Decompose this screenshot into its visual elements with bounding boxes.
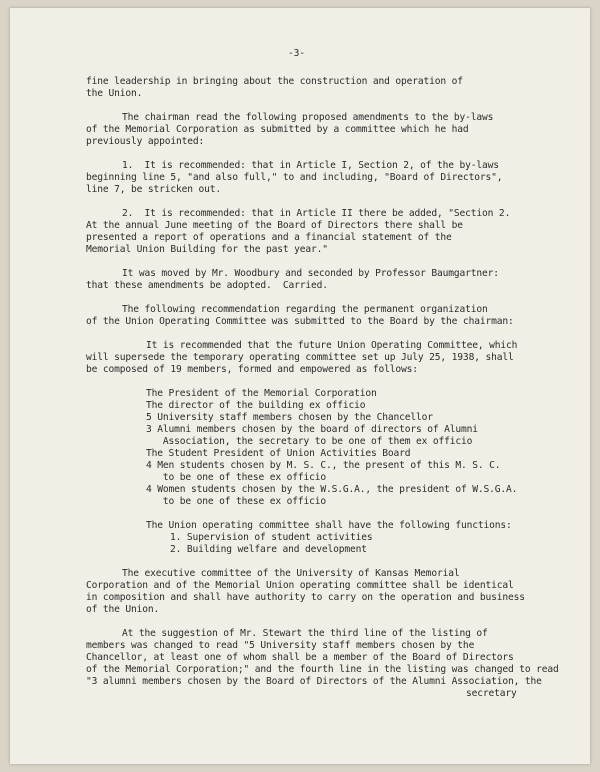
text-line: The executive committee of the University of Kansas Memorial bbox=[122, 568, 460, 579]
member-list-item: 4 Men students chosen by M. S. C., the present of this M. S. C. bbox=[146, 460, 501, 471]
text-line: At the suggestion of Mr. Stewart the third line of the listing of bbox=[122, 628, 488, 639]
member-list-item: to be one of these ex officio bbox=[146, 472, 327, 483]
member-list-item: 4 Women students chosen by the W.S.G.A., the president of W.S.G.A. bbox=[146, 484, 518, 495]
text-line: At the annual June meeting of the Board of Directors there shall be bbox=[86, 220, 463, 231]
member-list-item: 3 Alumni members chosen by the board of directors of Alumni bbox=[146, 424, 478, 435]
text-line: previously appointed: bbox=[86, 136, 205, 147]
member-list-item: The director of the building ex officio bbox=[146, 400, 366, 411]
text-line: of the Union. bbox=[86, 604, 160, 615]
text-line: of the Memorial Corporation as submitted by a committee which he had bbox=[86, 124, 469, 135]
function-item: 2. Building welfare and development bbox=[170, 544, 367, 555]
text-line: beginning line 5, "and also full," to and including, "Board of Directors", bbox=[86, 172, 503, 183]
text-line: The Union operating committee shall have the following functions: bbox=[146, 520, 512, 531]
text-line: Chancellor, at least one of whom shall be a member of the Board of Directors bbox=[86, 652, 514, 663]
member-list-item: Association, the secretary to be one of them ex officio bbox=[146, 436, 473, 447]
text-line: Memorial Union Building for the past year." bbox=[86, 244, 328, 255]
text-line: the Union. bbox=[86, 88, 143, 99]
text-line: of the Memorial Corporation;" and the fourth line in the listing was changed to read bbox=[86, 664, 559, 675]
member-list-item: 5 University staff members chosen by the Chancellor bbox=[146, 412, 433, 423]
text-line: fine leadership in bringing about the construction and operation of bbox=[86, 76, 463, 87]
text-line: line 7, be stricken out. bbox=[86, 184, 222, 195]
text-line: that these amendments be adopted. Carried. bbox=[86, 280, 328, 291]
text-line: Corporation and of the Memorial Union operating committee shall be identical bbox=[86, 580, 514, 591]
member-list-item: to be one of these ex officio bbox=[146, 496, 327, 507]
text-line: "3 alumni members chosen by the Board of Directors of the Alumni Association, the bbox=[86, 676, 542, 687]
text-line: members was changed to read "5 University staff members chosen by the bbox=[86, 640, 475, 651]
text-line: It was moved by Mr. Woodbury and seconded by Professor Baumgartner: bbox=[122, 268, 499, 279]
text-line: secretary bbox=[466, 688, 517, 699]
function-item: 1. Supervision of student activities bbox=[170, 532, 373, 543]
member-list-item: The President of the Memorial Corporation bbox=[146, 388, 377, 399]
text-line: be composed of 19 members, formed and empowered as follows: bbox=[86, 364, 418, 375]
text-line: The following recommendation regarding the permanent organization bbox=[122, 304, 488, 315]
text-line: It is recommended that the future Union Operating Committee, which bbox=[146, 340, 518, 351]
page-number: -3- bbox=[288, 48, 305, 59]
text-line: 2. It is recommended: that in Article II there be added, "Section 2. bbox=[122, 208, 511, 219]
text-line: The chairman read the following proposed amendments to the by-laws bbox=[122, 112, 494, 123]
text-line: 1. It is recommended: that in Article I, Section 2, of the by-laws bbox=[122, 160, 499, 171]
member-list-item: The Student President of Union Activities Board bbox=[146, 448, 411, 459]
text-line: presented a report of operations and a financial statement of the bbox=[86, 232, 452, 243]
text-line: of the Union Operating Committee was submitted to the Board by the chairman: bbox=[86, 316, 514, 327]
typed-text bbox=[10, 8, 559, 699]
document-page bbox=[10, 8, 590, 764]
text-line: in composition and shall have authority to carry on the operation and business bbox=[86, 592, 525, 603]
text-line: will supersede the temporary operating committee set up July 25, 1938, shall bbox=[86, 352, 514, 363]
